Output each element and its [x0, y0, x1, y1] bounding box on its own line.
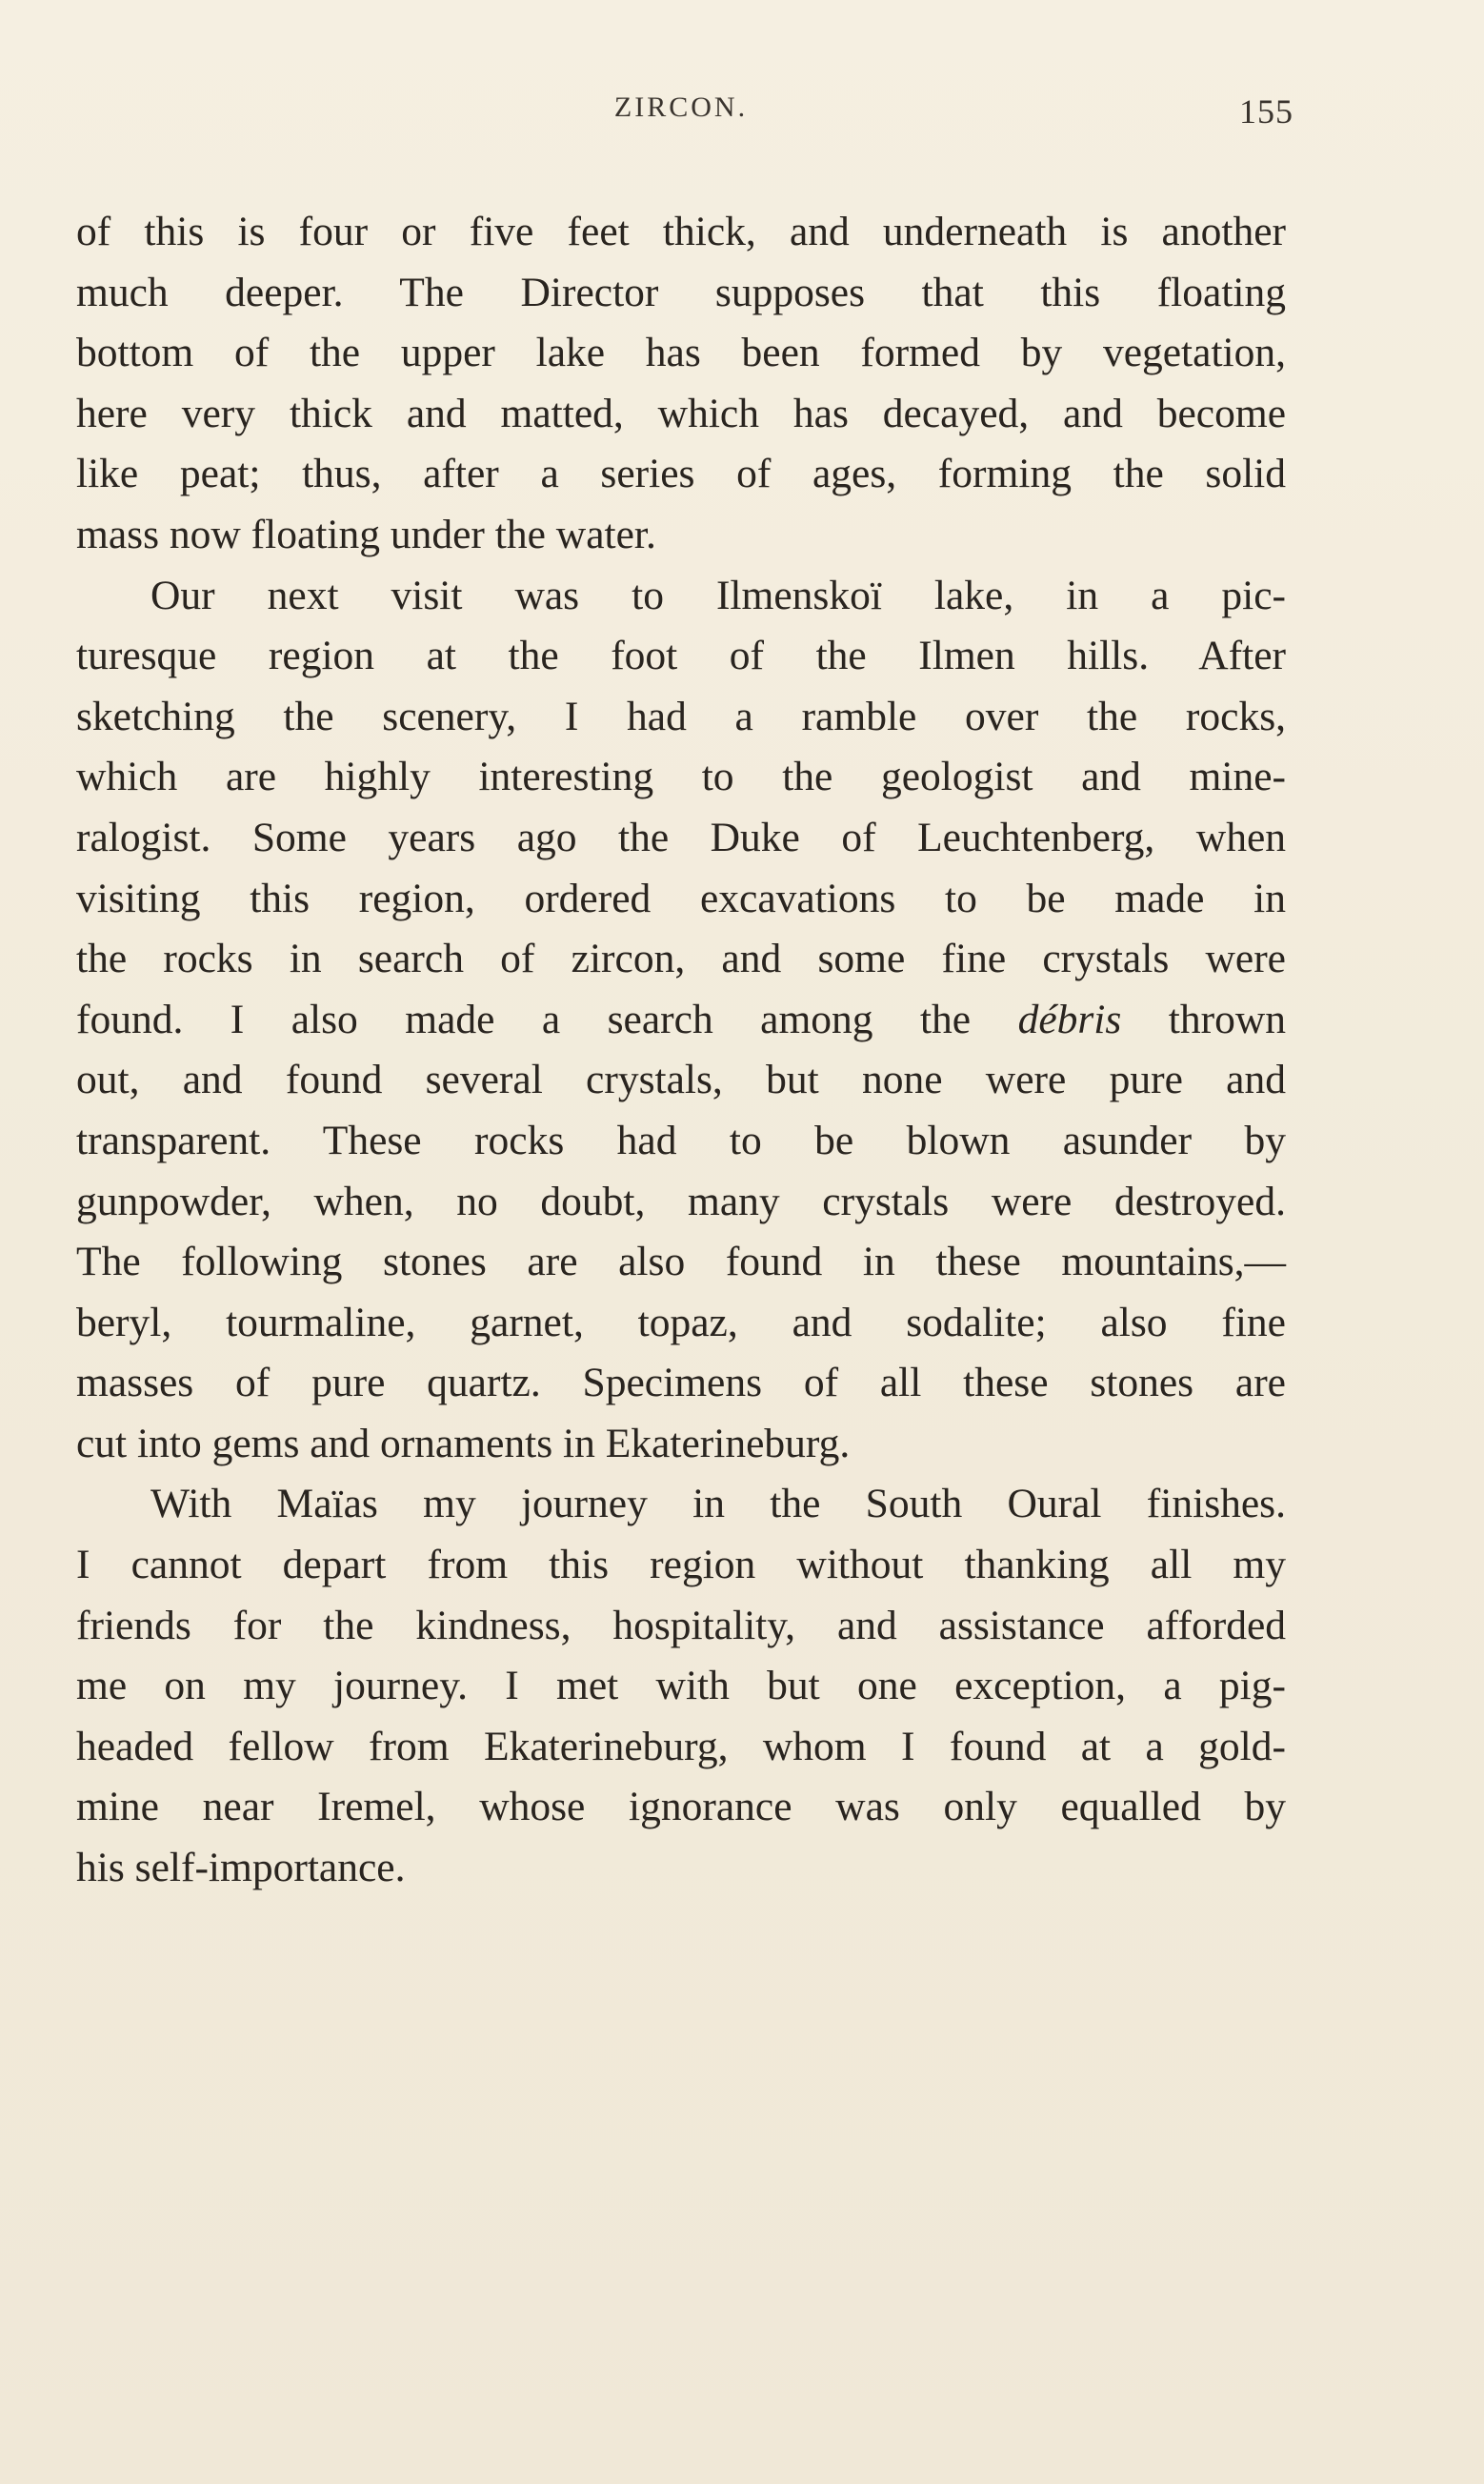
text-line: headed fellow from Ekaterineburg, whom I found at a gold- — [76, 1723, 1286, 1769]
text-segment: thrown — [1121, 996, 1286, 1042]
text-line: bottom of the upper lake has been formed by vegetation, — [76, 330, 1286, 376]
text-line-with-italic — [76, 990, 1286, 1051]
text-line: like peat; thus, after a series of ages, forming the solid — [76, 451, 1286, 497]
text-line: transparent. These rocks had to be blown asunder by — [76, 1117, 1286, 1163]
running-head — [76, 91, 1293, 149]
text-line: masses of pure quartz. Specimens of all these stones are — [76, 1360, 1286, 1406]
text-line: beryl, tourmaline, garnet, topaz, and sodalite; also fine — [76, 1299, 1286, 1345]
paragraph-3 — [76, 1474, 1286, 1898]
paragraph-1 — [76, 202, 1286, 566]
text-line: the rocks in search of zircon, and some fine crystals were — [76, 936, 1286, 982]
text-line: much deeper. The Director supposes that this floating — [76, 269, 1286, 315]
text-line: which are highly interesting to the geologist and mine- — [76, 754, 1286, 800]
text-line: cut into gems and ornaments in Ekaterineburg. — [76, 1420, 851, 1466]
text-line: out, and found several crystals, but none were pure and — [76, 1057, 1286, 1103]
paragraph-2 — [76, 566, 1286, 1475]
text-line: With Maïas my journey in the South Oural finishes. — [150, 1481, 1286, 1527]
text-line: ralogist. Some years ago the Duke of Leuchtenberg, when — [76, 814, 1286, 860]
body-text — [76, 202, 1286, 1899]
text-line: Our next visit was to Ilmenskoï lake, in a pic- — [150, 572, 1286, 618]
text-segment: found. I also made a search among the — [76, 996, 1018, 1042]
text-line: I cannot depart from this region without thanking all my — [76, 1542, 1286, 1588]
italic-word: débris — [1017, 996, 1122, 1042]
text-line: sketching the scenery, I had a ramble over the rocks, — [76, 693, 1286, 739]
text-line: his self-importance. — [76, 1845, 406, 1891]
running-title: ZIRCON. — [613, 91, 749, 123]
text-line: turesque region at the foot of the Ilmen hills. After — [76, 633, 1286, 679]
page-number: 155 — [1239, 92, 1293, 131]
text-line: friends for the kindness, hospitality, and assistance afforded — [76, 1602, 1286, 1648]
text-line: mass now floating under the water. — [76, 511, 656, 557]
text-line: here very thick and matted, which has decayed, and become — [76, 390, 1286, 436]
text-line: of this is four or five feet thick, and underneath is another — [76, 209, 1286, 254]
text-line: gunpowder, when, no doubt, many crystals were destroyed. — [76, 1178, 1286, 1224]
text-line: visiting this region, ordered excavations to be made in — [76, 875, 1286, 921]
text-line: mine near Iremel, whose ignorance was only equalled by — [76, 1784, 1286, 1830]
text-line: The following stones are also found in these mountains,— — [76, 1239, 1286, 1285]
text-line: me on my journey. I met with but one exception, a pig- — [76, 1663, 1286, 1709]
